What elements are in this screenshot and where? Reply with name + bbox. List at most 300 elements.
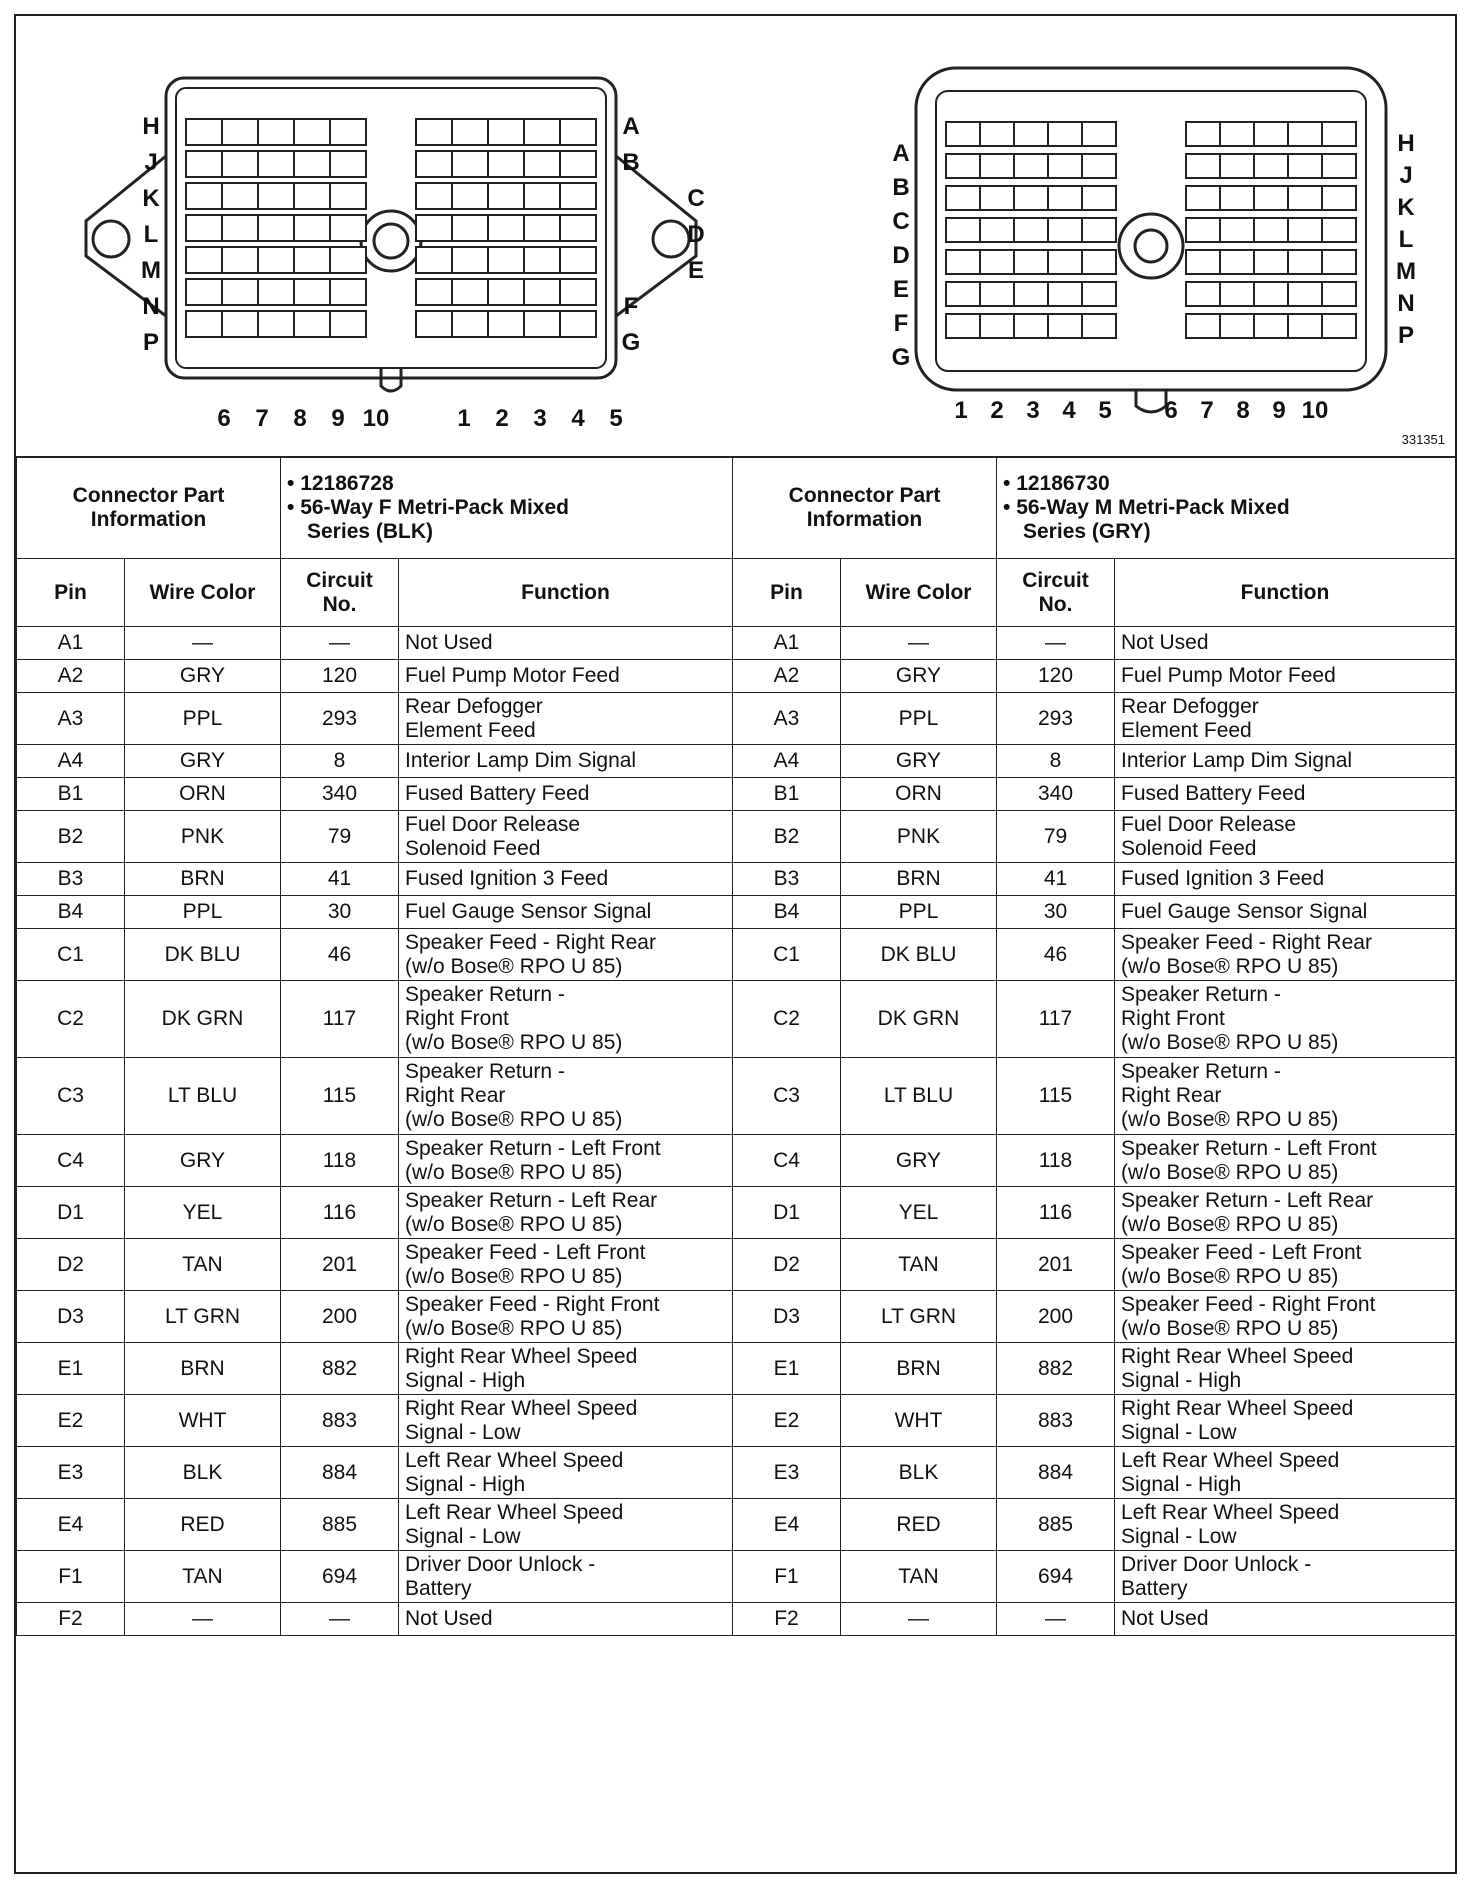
left-cavity (452, 311, 488, 337)
right-wire-color-cell: GRY (841, 745, 997, 778)
right-cavity (1186, 282, 1220, 306)
right-wire-color-cell: BLK (841, 1447, 997, 1499)
left-function-cell: Driver Door Unlock - Battery (399, 1551, 733, 1603)
right-cavity (1082, 186, 1116, 210)
right-pin-cell: A3 (733, 693, 841, 745)
right-pin-cell: C2 (733, 981, 841, 1058)
right-circuit-cell: 694 (997, 1551, 1115, 1603)
left-row-letter: F (623, 293, 639, 320)
left-cavity (330, 247, 366, 273)
left-cavity (222, 215, 258, 241)
right-row-letter: N (1397, 290, 1415, 317)
left-function-cell: Fuel Door Release Solenoid Feed (399, 811, 733, 863)
left-cavity (488, 151, 524, 177)
left-function-cell: Right Rear Wheel Speed Signal - High (399, 1343, 733, 1395)
right-function-cell: Left Rear Wheel Speed Signal - Low (1115, 1499, 1456, 1551)
right-cavity (1254, 154, 1288, 178)
right-row-letter: M (1396, 258, 1416, 285)
right-function-cell: Fuel Pump Motor Feed (1115, 660, 1456, 693)
left-function-cell: Not Used (399, 1603, 733, 1636)
right-function-cell: Speaker Feed - Right Rear (w/o Bose® RPO U 85) (1115, 929, 1456, 981)
left-cavity (222, 311, 258, 337)
left-cavity (186, 151, 222, 177)
column-header-row (17, 559, 1456, 627)
right-cavity (1186, 154, 1220, 178)
right-wire-color-cell: PPL (841, 896, 997, 929)
left-cavity (416, 119, 452, 145)
right-cavity (1220, 122, 1254, 146)
left-cavity (186, 247, 222, 273)
left-row-letter: C (687, 185, 705, 212)
left-circuit-cell: — (281, 1603, 399, 1636)
right-wire-color-cell: BRN (841, 863, 997, 896)
left-pin-cell: E1 (17, 1343, 125, 1395)
left-function-cell: Fused Ignition 3 Feed (399, 863, 733, 896)
left-row-letter: H (142, 113, 160, 140)
left-pin-cell: B4 (17, 896, 125, 929)
right-circuit-cell: 118 (997, 1135, 1115, 1187)
right-cavity (1322, 218, 1356, 242)
right-function-cell: Speaker Return - Left Front (w/o Bose® RPO U 85) (1115, 1135, 1456, 1187)
right-cavity (1082, 122, 1116, 146)
right-cavity (1048, 154, 1082, 178)
left-col-number: 5 (609, 405, 623, 432)
right-col-number: 7 (1200, 397, 1214, 424)
right-pin-cell: E1 (733, 1343, 841, 1395)
right-function-cell: Fuel Gauge Sensor Signal (1115, 896, 1456, 929)
left-col-number: 6 (217, 405, 231, 432)
left-cavity (524, 215, 560, 241)
right-cavity (1322, 154, 1356, 178)
right-cavity (980, 154, 1014, 178)
right-cavity (1048, 186, 1082, 210)
right-circuit-cell: 340 (997, 778, 1115, 811)
left-wire-color-cell: YEL (125, 1187, 281, 1239)
right-function-cell: Speaker Feed - Left Front (w/o Bose® RPO U 85) (1115, 1239, 1456, 1291)
left-cavity (488, 119, 524, 145)
right-cavity (1288, 122, 1322, 146)
left-wire-color-cell: BLK (125, 1447, 281, 1499)
table-row (17, 1135, 1456, 1187)
left-wire-color-cell: PPL (125, 693, 281, 745)
left-circuit-cell: — (281, 627, 399, 660)
table-row (17, 1395, 1456, 1447)
table-row (17, 1239, 1456, 1291)
left-wire-color-cell: RED (125, 1499, 281, 1551)
right-cavity (946, 186, 980, 210)
table-row (17, 1603, 1456, 1636)
left-cavity (452, 151, 488, 177)
table-row (17, 863, 1456, 896)
right-row-letter: J (1399, 162, 1413, 189)
left-cavity (294, 183, 330, 209)
right-info-label: Connector Part Information (733, 457, 997, 559)
left-cavity (222, 279, 258, 305)
right-cavity (1082, 282, 1116, 306)
left-pin-cell: D1 (17, 1187, 125, 1239)
left-function-cell: Fuel Gauge Sensor Signal (399, 896, 733, 929)
left-pin-cell: D2 (17, 1239, 125, 1291)
right-circuit-cell: 883 (997, 1395, 1115, 1447)
right-pin-cell: A4 (733, 745, 841, 778)
right-pin-cell: A1 (733, 627, 841, 660)
right-function-cell: Driver Door Unlock - Battery (1115, 1551, 1456, 1603)
left-cavity (294, 215, 330, 241)
left-cavity (524, 119, 560, 145)
left-col-number: 2 (495, 405, 509, 432)
left-row-letter: A (622, 113, 640, 140)
left-circuit-cell: 41 (281, 863, 399, 896)
left-circuit-cell: 120 (281, 660, 399, 693)
left-cavity (416, 279, 452, 305)
left-cavity (330, 183, 366, 209)
left-row-letter: G (621, 329, 641, 356)
left-cavity (330, 119, 366, 145)
left-row-letter: N (142, 293, 160, 320)
left-cavity (294, 279, 330, 305)
left-cavity (258, 151, 294, 177)
right-circuit-cell: 46 (997, 929, 1115, 981)
right-part-number: 12186730 (1016, 471, 1110, 495)
wire-color-header: Wire Color (841, 559, 997, 627)
left-cavity (560, 151, 596, 177)
right-wire-color-cell: GRY (841, 1135, 997, 1187)
right-wire-color-cell: WHT (841, 1395, 997, 1447)
right-cavity (1048, 250, 1082, 274)
left-cavity (258, 247, 294, 273)
right-cavity (1220, 186, 1254, 210)
left-cavity (416, 215, 452, 241)
right-key-tab (1136, 390, 1166, 412)
left-cavity (330, 311, 366, 337)
right-pin-cell: B2 (733, 811, 841, 863)
right-circuit-cell: 200 (997, 1291, 1115, 1343)
left-pin-cell: A3 (17, 693, 125, 745)
right-cavity (1014, 154, 1048, 178)
left-function-cell: Speaker Feed - Right Front (w/o Bose® RPO U 85) (399, 1291, 733, 1343)
left-cavity (488, 279, 524, 305)
left-function-cell: Speaker Return - Left Rear (w/o Bose® RPO U 85) (399, 1187, 733, 1239)
left-wire-color-cell: DK BLU (125, 929, 281, 981)
right-cavity (946, 282, 980, 306)
left-row-letter: J (144, 149, 158, 176)
right-cavity (980, 314, 1014, 338)
table-row (17, 1447, 1456, 1499)
right-cavity (1254, 250, 1288, 274)
right-row-letter: H (1397, 130, 1415, 157)
left-pin-cell: C2 (17, 981, 125, 1058)
right-cavity (946, 250, 980, 274)
right-col-number: 4 (1062, 397, 1076, 424)
left-cavity (524, 247, 560, 273)
right-row-letter: E (892, 276, 910, 303)
right-cavity (946, 314, 980, 338)
right-function-cell: Not Used (1115, 627, 1456, 660)
right-cavity (980, 122, 1014, 146)
left-circuit-cell: 8 (281, 745, 399, 778)
left-circuit-cell: 882 (281, 1343, 399, 1395)
left-row-letter: L (143, 221, 159, 248)
left-row-letter: D (687, 221, 705, 248)
left-cavity (488, 247, 524, 273)
table-row (17, 929, 1456, 981)
left-cavity (416, 311, 452, 337)
table-row (17, 1187, 1456, 1239)
left-pin-cell: A1 (17, 627, 125, 660)
right-cavity (1254, 314, 1288, 338)
right-cavity (1186, 218, 1220, 242)
right-wire-color-cell: DK GRN (841, 981, 997, 1058)
table-row (17, 745, 1456, 778)
left-function-cell: Speaker Return - Left Front (w/o Bose® RPO U 85) (399, 1135, 733, 1187)
right-pin-cell: A2 (733, 660, 841, 693)
right-wire-color-cell: YEL (841, 1187, 997, 1239)
left-mount-hole (93, 221, 129, 257)
right-center-boss (1119, 214, 1183, 278)
right-function-cell: Speaker Return - Right Rear (w/o Bose® RPO U 85) (1115, 1058, 1456, 1135)
left-function-cell: Fused Battery Feed (399, 778, 733, 811)
left-wire-color-cell: LT GRN (125, 1291, 281, 1343)
left-wire-color-cell: PPL (125, 896, 281, 929)
left-part-number: 12186728 (300, 471, 394, 495)
right-pin-cell: B3 (733, 863, 841, 896)
left-cavity (186, 279, 222, 305)
right-circuit-cell: 41 (997, 863, 1115, 896)
right-pin-cell: B1 (733, 778, 841, 811)
right-circuit-cell: 882 (997, 1343, 1115, 1395)
left-circuit-cell: 883 (281, 1395, 399, 1447)
left-col-number: 9 (331, 405, 345, 432)
right-col-number: 10 (1301, 397, 1329, 424)
right-cavity (1322, 186, 1356, 210)
right-cavity (1186, 314, 1220, 338)
table-row (17, 778, 1456, 811)
pin-header: Pin (733, 559, 841, 627)
right-cavity (1220, 218, 1254, 242)
right-circuit-cell: — (997, 627, 1115, 660)
left-wire-color-cell: ORN (125, 778, 281, 811)
right-cavity (1082, 250, 1116, 274)
left-pin-cell: F1 (17, 1551, 125, 1603)
right-cavity (1186, 250, 1220, 274)
right-circuit-cell: 8 (997, 745, 1115, 778)
left-circuit-cell: 201 (281, 1239, 399, 1291)
right-cavity (1254, 218, 1288, 242)
left-col-number: 1 (457, 405, 471, 432)
left-circuit-cell: 340 (281, 778, 399, 811)
left-wire-color-cell: GRY (125, 660, 281, 693)
left-function-cell: Speaker Return - Right Front (w/o Bose® RPO U 85) (399, 981, 733, 1058)
right-row-letter: P (1397, 322, 1415, 349)
left-cavity (294, 119, 330, 145)
left-cavity (560, 119, 596, 145)
left-col-number: 8 (293, 405, 307, 432)
right-pin-cell: F2 (733, 1603, 841, 1636)
right-function-cell: Rear Defogger Element Feed (1115, 693, 1456, 745)
function-header: Function (1115, 559, 1456, 627)
left-wire-color-cell: TAN (125, 1551, 281, 1603)
right-col-number: 9 (1272, 397, 1286, 424)
left-function-cell: Not Used (399, 627, 733, 660)
left-cavity (488, 183, 524, 209)
left-cavity (258, 119, 294, 145)
right-wire-color-cell: LT GRN (841, 1291, 997, 1343)
left-info-label: Connector Part Information (17, 457, 281, 559)
left-cavity (222, 247, 258, 273)
right-cavity (946, 122, 980, 146)
right-circuit-cell: — (997, 1603, 1115, 1636)
right-circuit-cell: 293 (997, 693, 1115, 745)
right-pin-cell: E2 (733, 1395, 841, 1447)
left-row-letter: E (687, 257, 705, 284)
left-cavity (186, 215, 222, 241)
right-cavity (1048, 122, 1082, 146)
left-circuit-cell: 118 (281, 1135, 399, 1187)
right-cavity (1220, 154, 1254, 178)
left-cavity (524, 279, 560, 305)
left-circuit-cell: 200 (281, 1291, 399, 1343)
right-pin-cell: E4 (733, 1499, 841, 1551)
left-cavity (186, 183, 222, 209)
left-cavity (560, 279, 596, 305)
document-frame (14, 14, 1457, 1874)
right-wire-color-cell: — (841, 627, 997, 660)
right-row-letter: K (1397, 194, 1415, 221)
left-function-cell: Speaker Feed - Left Front (w/o Bose® RPO U 85) (399, 1239, 733, 1291)
right-wire-color-cell: ORN (841, 778, 997, 811)
left-cavity (560, 311, 596, 337)
right-function-cell: Speaker Return - Right Front (w/o Bose® RPO U 85) (1115, 981, 1456, 1058)
left-wire-color-cell: GRY (125, 1135, 281, 1187)
left-function-cell: Speaker Return - Right Rear (w/o Bose® RPO U 85) (399, 1058, 733, 1135)
center-boss-inner (374, 224, 408, 258)
right-function-cell: Interior Lamp Dim Signal (1115, 745, 1456, 778)
left-circuit-cell: 694 (281, 1551, 399, 1603)
right-pin-cell: D2 (733, 1239, 841, 1291)
left-cavity (452, 247, 488, 273)
left-col-number: 10 (362, 405, 390, 432)
left-pin-cell: A4 (17, 745, 125, 778)
table-row (17, 811, 1456, 863)
left-cavity (294, 311, 330, 337)
left-wire-color-cell: BRN (125, 1343, 281, 1395)
right-cavity (1048, 282, 1082, 306)
right-circuit-cell: 30 (997, 896, 1115, 929)
left-cavity (294, 247, 330, 273)
right-wire-color-cell: LT BLU (841, 1058, 997, 1135)
right-function-cell: Speaker Return - Left Rear (w/o Bose® RPO U 85) (1115, 1187, 1456, 1239)
right-wire-color-cell: TAN (841, 1239, 997, 1291)
left-function-cell: Left Rear Wheel Speed Signal - Low (399, 1499, 733, 1551)
right-circuit-cell: 116 (997, 1187, 1115, 1239)
right-function-cell: Right Rear Wheel Speed Signal - High (1115, 1343, 1456, 1395)
right-pin-cell: B4 (733, 896, 841, 929)
left-row-letter: K (142, 185, 160, 212)
right-row-letter: L (1398, 226, 1414, 253)
left-pin-cell: B1 (17, 778, 125, 811)
table-row (17, 660, 1456, 693)
left-wire-color-cell: WHT (125, 1395, 281, 1447)
right-cavity (1048, 218, 1082, 242)
left-circuit-cell: 885 (281, 1499, 399, 1551)
right-wire-color-cell: BRN (841, 1343, 997, 1395)
left-row-letter: P (142, 329, 160, 356)
right-circuit-cell: 885 (997, 1499, 1115, 1551)
right-circuit-cell: 884 (997, 1447, 1115, 1499)
table-row (17, 896, 1456, 929)
center-boss (361, 211, 421, 271)
right-circuit-cell: 120 (997, 660, 1115, 693)
left-cavity (452, 183, 488, 209)
left-cavity (524, 183, 560, 209)
left-pin-cell: B3 (17, 863, 125, 896)
right-cavity (1082, 218, 1116, 242)
left-cavity (524, 311, 560, 337)
right-wire-color-cell: RED (841, 1499, 997, 1551)
left-cavity (452, 215, 488, 241)
left-cavity (222, 151, 258, 177)
left-pin-cell: C1 (17, 929, 125, 981)
right-row-letter: C (892, 208, 910, 235)
right-cavity (980, 218, 1014, 242)
figure-number: 331351 (1401, 432, 1445, 447)
left-circuit-cell: 115 (281, 1058, 399, 1135)
right-col-number: 2 (990, 397, 1004, 424)
left-cavity (258, 311, 294, 337)
right-cavity (980, 186, 1014, 210)
right-cavity (946, 218, 980, 242)
right-wire-color-cell: GRY (841, 660, 997, 693)
left-function-cell: Fuel Pump Motor Feed (399, 660, 733, 693)
right-circuit-cell: 79 (997, 811, 1115, 863)
right-function-cell: Fuel Door Release Solenoid Feed (1115, 811, 1456, 863)
right-col-number: 6 (1164, 397, 1178, 424)
left-pin-cell: E2 (17, 1395, 125, 1447)
left-cavity (524, 151, 560, 177)
left-function-cell: Rear Defogger Element Feed (399, 693, 733, 745)
right-cavity (946, 154, 980, 178)
left-wire-color-cell: LT BLU (125, 1058, 281, 1135)
right-wire-color-cell: — (841, 1603, 997, 1636)
left-wire-color-cell: GRY (125, 745, 281, 778)
left-cavity (416, 151, 452, 177)
left-pin-cell: C4 (17, 1135, 125, 1187)
left-function-cell: Interior Lamp Dim Signal (399, 745, 733, 778)
right-circuit-cell: 201 (997, 1239, 1115, 1291)
left-cavity (452, 119, 488, 145)
right-wire-color-cell: PNK (841, 811, 997, 863)
right-row-letter: A (892, 140, 910, 167)
left-cavity (452, 279, 488, 305)
right-function-cell: Left Rear Wheel Speed Signal - High (1115, 1447, 1456, 1499)
left-circuit-cell: 46 (281, 929, 399, 981)
right-function-cell: Fused Ignition 3 Feed (1115, 863, 1456, 896)
right-row-letter: F (893, 310, 909, 337)
left-cavity (416, 247, 452, 273)
right-mount-ear (616, 156, 696, 316)
table-row (17, 1499, 1456, 1551)
connector-info-row (17, 457, 1456, 559)
right-col-number: 3 (1026, 397, 1040, 424)
left-cavity (560, 183, 596, 209)
left-pin-cell: E3 (17, 1447, 125, 1499)
left-col-number: 3 (533, 405, 547, 432)
right-cavity (1288, 186, 1322, 210)
right-cavity (980, 282, 1014, 306)
right-cavity (980, 250, 1014, 274)
right-function-cell: Speaker Feed - Right Front (w/o Bose® RPO U 85) (1115, 1291, 1456, 1343)
left-cavity (416, 183, 452, 209)
